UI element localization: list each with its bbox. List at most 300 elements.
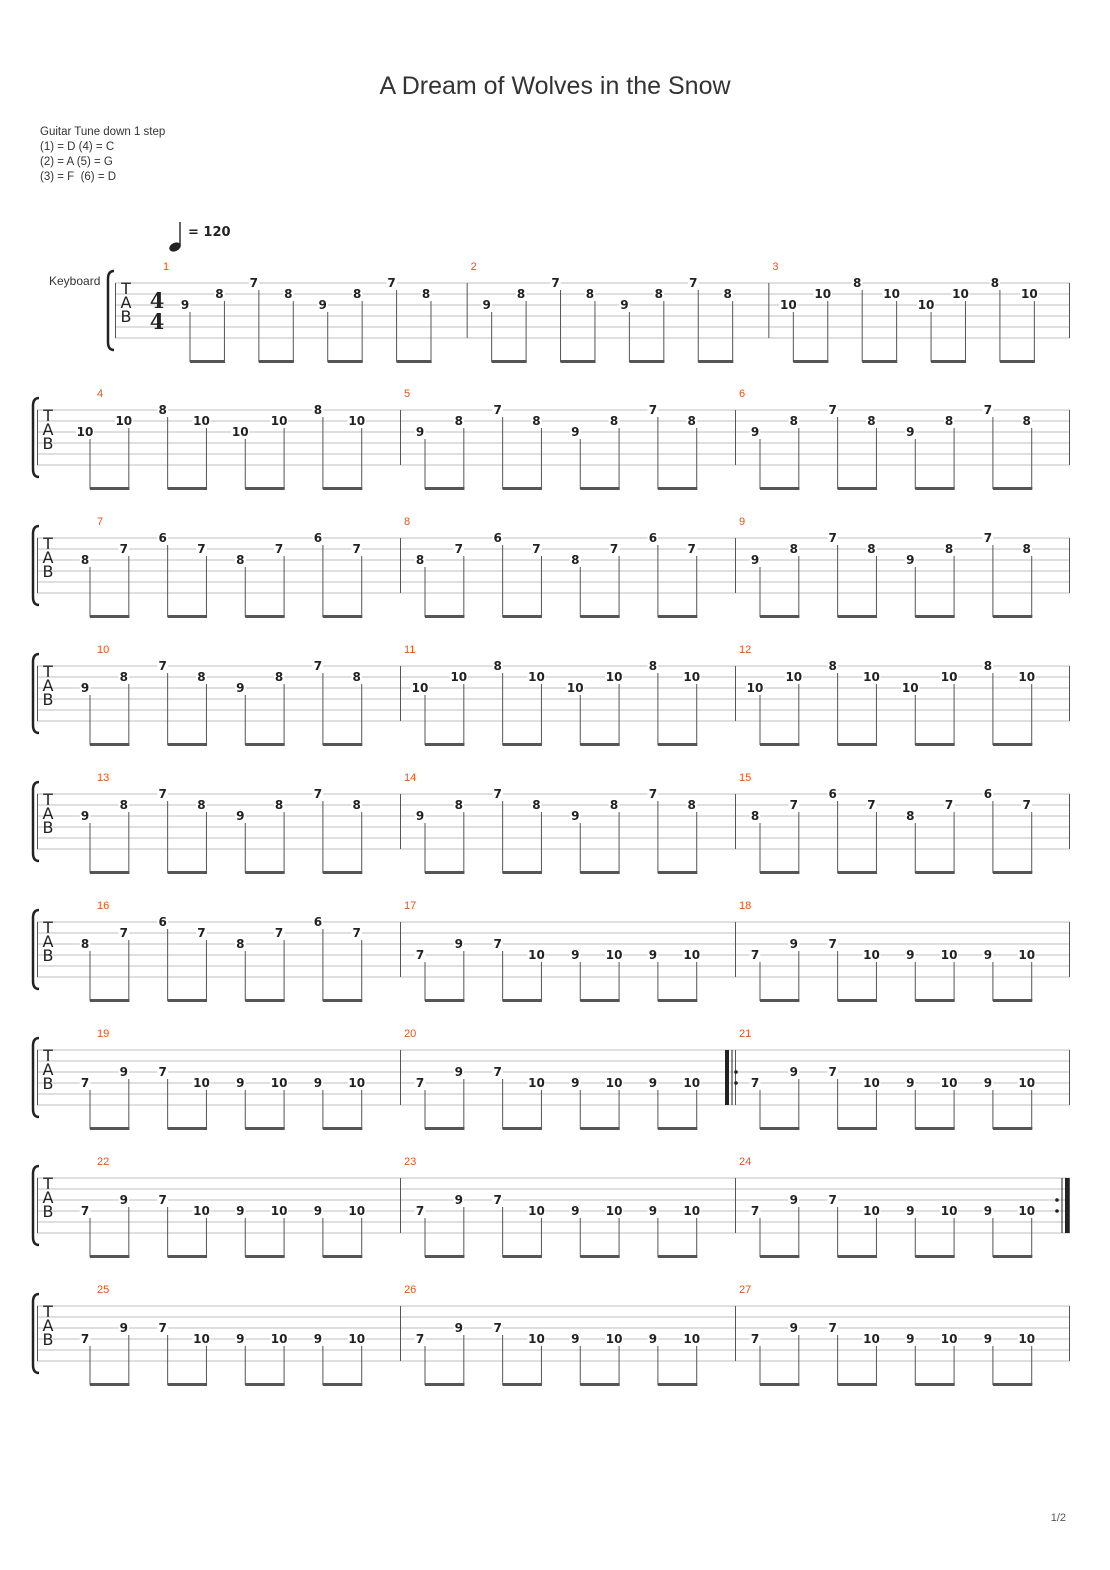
fret-number: 10 (605, 1332, 623, 1346)
fret-number: 7 (197, 926, 206, 940)
fret-number: 6 (313, 531, 323, 545)
fret-number: 10 (883, 287, 900, 301)
eighth-note-beam (915, 999, 954, 1002)
fret-number: 7 (867, 798, 876, 812)
fret-number: 7 (750, 1332, 760, 1346)
eighth-note-beam (993, 1127, 1032, 1130)
eighth-note-beam (993, 1255, 1032, 1258)
eighth-note-beam (580, 1383, 619, 1386)
measure-number: 16 (97, 900, 110, 912)
fret-number: 8 (80, 937, 90, 951)
eighth-note-beam (698, 360, 733, 363)
repeat-end-thick-bar (1065, 1178, 1069, 1233)
fret-number: 8 (119, 798, 128, 812)
fret-number: 6 (493, 531, 502, 545)
fret-number: 9 (789, 1321, 798, 1335)
time-signature-bottom: 4 (149, 309, 165, 334)
eighth-note-beam (580, 871, 619, 874)
fret-number: 9 (454, 1065, 463, 1079)
eighth-note-beam (245, 487, 284, 490)
fret-number: 10 (193, 1076, 210, 1090)
fret-number: 10 (863, 948, 880, 962)
eighth-note-beam (425, 1127, 464, 1130)
eighth-note-beam (838, 487, 877, 490)
fret-number: 10 (1018, 1204, 1036, 1218)
eighth-note-beam (425, 1383, 464, 1386)
fret-number: 8 (571, 553, 580, 567)
eighth-note-beam (760, 1383, 799, 1386)
eighth-note-beam (838, 1255, 877, 1258)
fret-number: 7 (551, 276, 560, 290)
measure-number: 14 (404, 772, 417, 784)
fret-number: 7 (828, 1065, 837, 1079)
fret-number: 7 (648, 787, 658, 801)
fret-number: 8 (532, 798, 541, 812)
fret-number: 7 (750, 1076, 760, 1090)
fret-number: 10 (270, 1204, 288, 1218)
eighth-note-beam (323, 615, 362, 618)
eighth-note-beam (838, 871, 877, 874)
eighth-note-beam (323, 1383, 362, 1386)
fret-number: 8 (197, 670, 206, 684)
eighth-note-beam (168, 615, 207, 618)
tab-clef-letter: B (120, 307, 132, 326)
eighth-note-beam (245, 871, 284, 874)
eighth-note-beam (90, 1127, 129, 1130)
eighth-note-beam (323, 487, 362, 490)
fret-number: 10 (605, 670, 623, 684)
fret-number: 8 (415, 553, 425, 567)
fret-number: 7 (750, 1204, 760, 1218)
fret-number: 8 (648, 659, 658, 673)
fret-number: 10 (785, 670, 803, 684)
fret-number: 10 (683, 1332, 701, 1346)
fret-number: 9 (571, 1332, 580, 1346)
measure-number: 20 (404, 1028, 417, 1040)
eighth-note-beam (993, 871, 1032, 874)
fret-number: 7 (687, 542, 696, 556)
fret-number: 9 (80, 681, 90, 695)
eighth-note-beam (245, 743, 284, 746)
fret-number: 10 (528, 670, 545, 684)
eighth-note-beam (862, 360, 897, 363)
fret-number: 9 (906, 1332, 915, 1346)
fret-number: 9 (906, 1204, 915, 1218)
fret-number: 10 (1018, 948, 1036, 962)
tab-clef-letter: T (43, 662, 53, 681)
eighth-note-beam (425, 999, 464, 1002)
fret-number: 10 (683, 948, 701, 962)
eighth-note-beam (245, 615, 284, 618)
eighth-note-beam (503, 743, 542, 746)
fret-number: 9 (789, 1193, 798, 1207)
fret-number: 10 (528, 1204, 545, 1218)
eighth-note-beam (838, 1127, 877, 1130)
eighth-note-beam (993, 743, 1032, 746)
fret-number: 10 (863, 1076, 880, 1090)
fret-number: 8 (215, 287, 224, 301)
fret-number: 7 (789, 798, 798, 812)
fret-number: 7 (313, 659, 323, 673)
fret-number: 7 (493, 1193, 502, 1207)
tab-clef-letter: T (43, 1302, 53, 1321)
fret-number: 8 (853, 276, 862, 290)
fret-number: 8 (454, 414, 463, 428)
repeat-dot (1055, 1198, 1059, 1202)
eighth-note-beam (168, 743, 207, 746)
eighth-note-beam (323, 999, 362, 1002)
fret-number: 8 (284, 287, 293, 301)
fret-number: 9 (571, 948, 580, 962)
eighth-note-beam (503, 1127, 542, 1130)
fret-number: 9 (119, 1065, 128, 1079)
eighth-note-beam (580, 615, 619, 618)
fret-number: 9 (80, 809, 90, 823)
fret-number: 9 (454, 1193, 463, 1207)
eighth-note-beam (580, 1127, 619, 1130)
fret-number: 7 (532, 542, 541, 556)
fret-number: 8 (789, 414, 798, 428)
eighth-note-beam (561, 360, 596, 363)
eighth-note-beam (245, 1127, 284, 1130)
tab-clef-letter: B (42, 1330, 54, 1349)
eighth-note-beam (503, 999, 542, 1002)
fret-number: 10 (779, 298, 797, 312)
fret-number: 9 (648, 1332, 658, 1346)
instrument-label: Keyboard (49, 274, 101, 288)
measure-number: 25 (97, 1284, 110, 1296)
repeat-dot (734, 1070, 738, 1074)
fret-number: 7 (983, 531, 993, 545)
eighth-note-beam (993, 615, 1032, 618)
fret-number: 10 (940, 1204, 958, 1218)
eighth-note-beam (760, 743, 799, 746)
fret-number: 10 (193, 1204, 210, 1218)
fret-number: 7 (415, 948, 425, 962)
fret-number: 9 (983, 948, 993, 962)
eighth-note-beam (323, 1255, 362, 1258)
fret-number: 10 (605, 1076, 623, 1090)
fret-number: 10 (76, 425, 94, 439)
eighth-note-beam (503, 1255, 542, 1258)
fret-number: 7 (313, 787, 323, 801)
eighth-note-beam (425, 487, 464, 490)
eighth-note-beam (397, 360, 432, 363)
fret-number: 9 (482, 298, 491, 312)
fret-number: 8 (723, 287, 732, 301)
fret-number: 8 (80, 553, 90, 567)
fret-number: 8 (158, 403, 167, 417)
fret-number: 10 (528, 1332, 545, 1346)
fret-number: 10 (193, 1332, 210, 1346)
fret-number: 10 (683, 1076, 701, 1090)
fret-number: 7 (493, 937, 502, 951)
fret-number: 10 (115, 414, 133, 428)
eighth-note-beam (931, 360, 966, 363)
eighth-note-beam (760, 871, 799, 874)
fret-number: 10 (901, 681, 919, 695)
fret-number: 9 (236, 809, 245, 823)
fret-number: 8 (585, 287, 595, 301)
tab-clef-letter: B (42, 1202, 54, 1221)
fret-number: 7 (158, 1065, 167, 1079)
eighth-note-beam (580, 487, 619, 490)
eighth-note-beam (993, 1383, 1032, 1386)
fret-number: 7 (828, 937, 837, 951)
fret-number: 7 (648, 403, 658, 417)
fret-number: 8 (1022, 542, 1031, 556)
fret-number: 6 (158, 531, 167, 545)
tempo-label: = 120 (188, 225, 231, 240)
fret-number: 10 (528, 948, 545, 962)
eighth-note-beam (503, 1383, 542, 1386)
fret-number: 7 (828, 1321, 837, 1335)
eighth-note-beam (503, 487, 542, 490)
eighth-note-beam (993, 487, 1032, 490)
fret-number: 8 (983, 659, 993, 673)
fret-number: 10 (940, 1076, 958, 1090)
eighth-note-beam (90, 487, 129, 490)
fret-number: 8 (352, 670, 361, 684)
fret-number: 8 (789, 542, 798, 556)
fret-number: 7 (80, 1204, 90, 1218)
fret-number: 9 (750, 425, 760, 439)
repeat-start-thick-bar (725, 1050, 729, 1105)
tab-clef-letter: B (42, 562, 54, 581)
fret-number: 8 (750, 809, 760, 823)
fret-number: 9 (454, 937, 463, 951)
measure-number: 15 (739, 772, 752, 784)
eighth-note-beam (425, 743, 464, 746)
eighth-note-beam (658, 871, 697, 874)
eighth-note-beam (838, 999, 877, 1002)
fret-number: 10 (270, 1076, 288, 1090)
fret-number: 7 (493, 1321, 502, 1335)
fret-number: 7 (158, 1193, 167, 1207)
fret-number: 8 (532, 414, 541, 428)
tab-clef-letter: T (43, 534, 53, 553)
eighth-note-beam (90, 615, 129, 618)
fret-number: 10 (940, 670, 958, 684)
fret-number: 7 (158, 1321, 167, 1335)
fret-number: 8 (944, 542, 954, 556)
fret-number: 8 (654, 287, 663, 301)
fret-number: 10 (348, 1204, 366, 1218)
eighth-note-beam (760, 487, 799, 490)
measure-number: 10 (97, 644, 110, 656)
fret-number: 9 (906, 1076, 915, 1090)
tab-clef-letter: T (43, 1174, 53, 1193)
eighth-note-beam (323, 871, 362, 874)
tab-clef-letter: A (42, 548, 54, 567)
tab-clef-letter: A (42, 1060, 54, 1079)
eighth-note-beam (259, 360, 294, 363)
fret-number: 8 (352, 798, 361, 812)
fret-number: 8 (274, 798, 284, 812)
fret-number: 8 (454, 798, 463, 812)
fret-number: 10 (528, 1076, 545, 1090)
fret-number: 8 (352, 287, 362, 301)
eighth-note-beam (915, 487, 954, 490)
eighth-note-beam (323, 743, 362, 746)
fret-number: 10 (411, 681, 429, 695)
fret-number: 8 (493, 659, 502, 673)
tab-clef-letter: T (43, 918, 53, 937)
repeat-dot (1055, 1209, 1059, 1213)
fret-number: 8 (236, 937, 245, 951)
eighth-note-beam (658, 743, 697, 746)
tab-clef-letter: A (42, 420, 54, 439)
eighth-note-beam (168, 1383, 207, 1386)
measure-number: 13 (97, 772, 110, 784)
eighth-note-beam (425, 871, 464, 874)
eighth-note-beam (915, 743, 954, 746)
fret-number: 9 (236, 1204, 245, 1218)
fret-number: 9 (415, 425, 425, 439)
tab-clef-letter: T (43, 790, 53, 809)
eighth-note-beam (245, 999, 284, 1002)
eighth-note-beam (658, 1255, 697, 1258)
fret-number: 8 (609, 414, 619, 428)
tuning-line: (3) = F (6) = D (40, 171, 117, 183)
eighth-note-beam (658, 1383, 697, 1386)
fret-number: 8 (828, 659, 837, 673)
fret-number: 7 (158, 659, 167, 673)
fret-number: 9 (789, 1065, 798, 1079)
eighth-note-beam (760, 1127, 799, 1130)
fret-number: 8 (687, 414, 696, 428)
eighth-note-beam (168, 1127, 207, 1130)
fret-number: 8 (867, 542, 876, 556)
fret-number: 10 (231, 425, 249, 439)
eighth-note-beam (90, 999, 129, 1002)
tab-clef-letter: T (43, 406, 53, 425)
fret-number: 10 (952, 287, 969, 301)
fret-number: 7 (609, 542, 619, 556)
eighth-note-beam (90, 871, 129, 874)
fret-number: 10 (605, 948, 623, 962)
fret-number: 10 (605, 1204, 623, 1218)
measure-number: 2 (470, 261, 477, 273)
tab-clef-letter: A (42, 1188, 54, 1207)
fret-number: 7 (415, 1332, 425, 1346)
fret-number: 8 (609, 798, 619, 812)
fret-number: 6 (828, 787, 837, 801)
tab-clef-letter: A (42, 932, 54, 951)
tab-clef-letter: B (42, 818, 54, 837)
fret-number: 10 (746, 681, 764, 695)
measure-number: 21 (739, 1028, 752, 1040)
tab-clef-letter: A (42, 1316, 54, 1335)
fret-number: 9 (906, 425, 915, 439)
fret-number: 10 (348, 414, 366, 428)
fret-number: 10 (683, 670, 701, 684)
eighth-note-beam (168, 871, 207, 874)
eighth-note-beam (915, 871, 954, 874)
eighth-note-beam (90, 1255, 129, 1258)
eighth-note-beam (838, 1383, 877, 1386)
fret-number: 7 (352, 926, 361, 940)
measure-number: 1 (163, 261, 170, 273)
eighth-note-beam (425, 615, 464, 618)
fret-number: 9 (983, 1204, 993, 1218)
measure-number: 3 (772, 261, 779, 273)
fret-number: 7 (80, 1076, 90, 1090)
fret-number: 10 (940, 948, 958, 962)
eighth-note-beam (760, 1255, 799, 1258)
measure-number: 6 (739, 388, 746, 400)
fret-number: 10 (863, 1204, 880, 1218)
page-number: 1/2 (1050, 1512, 1066, 1524)
fret-number: 8 (1022, 414, 1031, 428)
eighth-note-beam (658, 487, 697, 490)
eighth-note-beam (580, 743, 619, 746)
fret-number: 9 (313, 1076, 323, 1090)
tab-clef-letter: A (42, 804, 54, 823)
measure-number: 18 (739, 900, 752, 912)
measure-number: 11 (404, 644, 416, 656)
tab-clef-letter: T (121, 279, 131, 298)
eighth-note-beam (658, 1127, 697, 1130)
eighth-note-beam (760, 999, 799, 1002)
fret-number: 8 (421, 287, 431, 301)
fret-number: 9 (119, 1193, 128, 1207)
tab-clef-letter: B (42, 690, 54, 709)
fret-number: 7 (828, 1193, 837, 1207)
fret-number: 7 (493, 403, 502, 417)
eighth-note-beam (90, 1383, 129, 1386)
fret-number: 8 (197, 798, 206, 812)
fret-number: 7 (1022, 798, 1031, 812)
fret-number: 8 (906, 809, 915, 823)
fret-number: 9 (236, 1332, 245, 1346)
fret-number: 8 (516, 287, 526, 301)
fret-number: 7 (493, 787, 502, 801)
fret-number: 6 (158, 915, 167, 929)
fret-number: 9 (750, 553, 760, 567)
tuning-header: Guitar Tune down 1 step (40, 126, 166, 138)
fret-number: 7 (983, 403, 993, 417)
fret-number: 9 (119, 1321, 128, 1335)
fret-number: 8 (944, 414, 954, 428)
eighth-note-beam (915, 1255, 954, 1258)
measure-number: 24 (739, 1156, 752, 1168)
fret-number: 9 (789, 937, 798, 951)
fret-number: 9 (983, 1076, 993, 1090)
fret-number: 10 (1018, 1332, 1036, 1346)
measure-number: 12 (739, 644, 752, 656)
fret-number: 7 (352, 542, 361, 556)
eighth-note-beam (492, 360, 527, 363)
fret-number: 7 (197, 542, 206, 556)
measure-number: 22 (97, 1156, 110, 1168)
eighth-note-beam (658, 999, 697, 1002)
eighth-note-beam (580, 999, 619, 1002)
eighth-note-beam (168, 487, 207, 490)
fret-number: 7 (80, 1332, 90, 1346)
fret-number: 9 (906, 948, 915, 962)
measure-number: 26 (404, 1284, 417, 1296)
eighth-note-beam (168, 1255, 207, 1258)
fret-number: 9 (648, 948, 658, 962)
eighth-note-beam (915, 1383, 954, 1386)
fret-number: 8 (119, 670, 128, 684)
eighth-note-beam (323, 1127, 362, 1130)
fret-number: 7 (249, 276, 259, 290)
fret-number: 7 (415, 1076, 425, 1090)
fret-number: 10 (566, 681, 584, 695)
fret-number: 7 (274, 542, 284, 556)
